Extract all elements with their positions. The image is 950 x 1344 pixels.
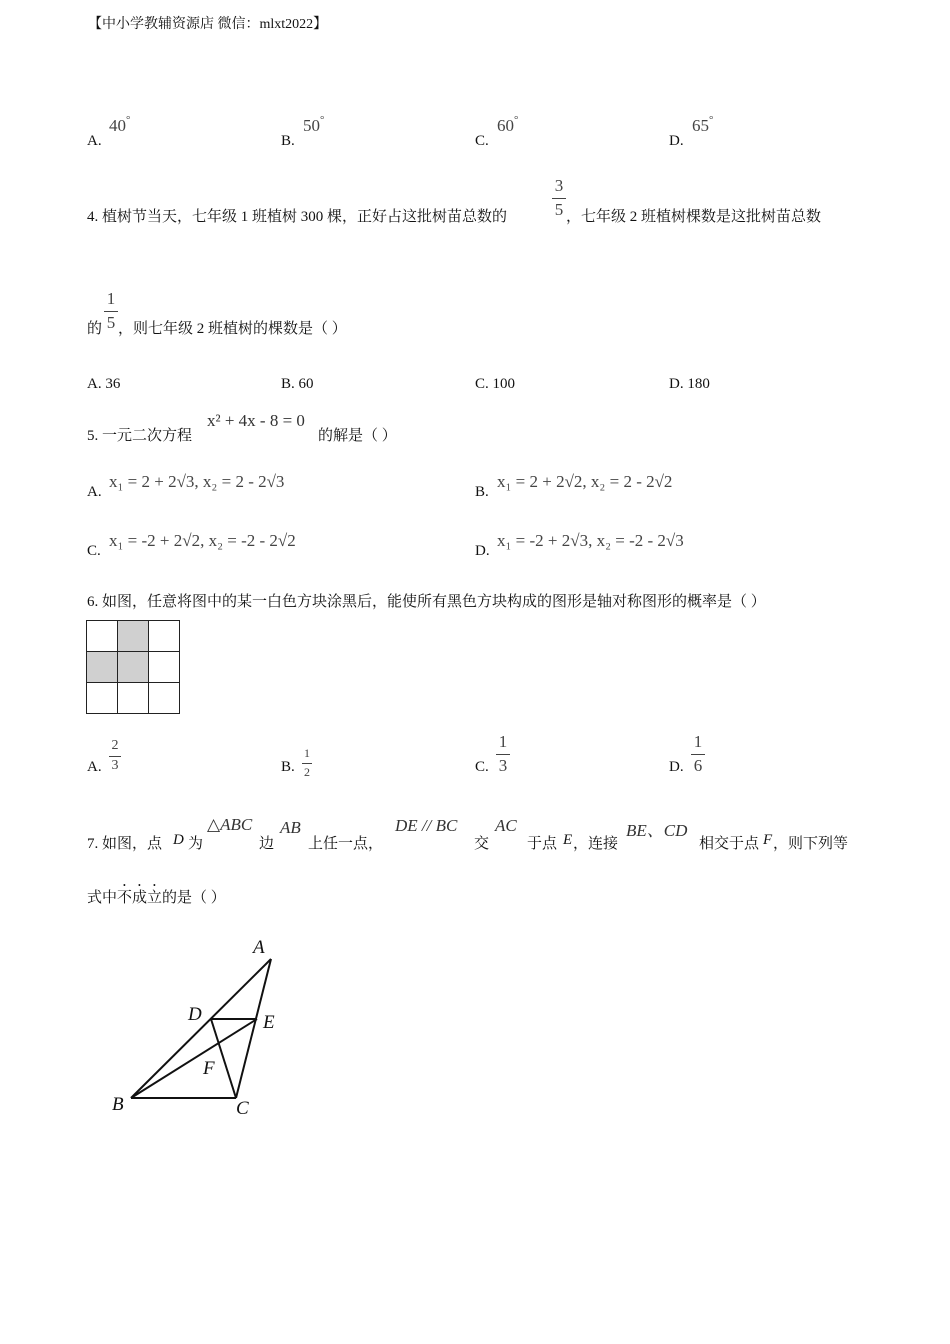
grid-row [87,652,180,683]
label-d: D [188,1004,202,1025]
q7-text-p5: 交 [474,836,490,852]
grid-cell-white[interactable] [118,683,149,714]
q5-equation: x² + 4x - 8 = 0 [207,411,305,430]
q6-option-a-fraction: 2 3 [109,738,121,774]
label-b: B [112,1094,124,1115]
q3-option-a-label[interactable]: A. [87,133,102,149]
grid-cell-white[interactable] [87,621,118,652]
grid-row [87,683,180,714]
q7-text-p2: 为 [188,836,204,852]
label-a: A [253,937,265,958]
q4-text-line1-cont: ，七年级 2 班植树棵数是这批树苗总数 [566,209,822,225]
q4-option-b[interactable]: B. 60 [281,376,314,392]
q7-text-p3: 边 [259,836,275,852]
grid-cell-shaded [87,652,118,683]
q7-text-p4: 上任一点， [308,836,384,852]
q7-text-line2: 式中不成立的是（ ） [87,890,226,906]
q3-option-a-value: 40° [109,114,131,135]
q7-point-f: F [763,832,773,848]
q4-text-line2: ，则七年级 2 班植树的棵数是（ ） [118,321,347,337]
q7-point-d: D [173,832,184,848]
page-header: 【中小学教辅资源店 微信：mlxt2022】 [88,17,328,32]
grid-cell-shaded [118,652,149,683]
q4-option-a[interactable]: A. 36 [87,376,121,392]
grid-cell-white[interactable] [149,621,180,652]
q6-option-b-label[interactable]: B. [281,759,295,775]
q5-text-post: 的解是（ ） [318,428,397,444]
q6-option-c-label[interactable]: C. [475,759,489,775]
label-f: F [203,1058,215,1079]
q4-text-line1: 4. 植树节当天，七年级 1 班植树 300 棵，正好占这批树苗总数的 [87,209,508,225]
q5-option-d-label[interactable]: D. [475,543,490,559]
q5-option-a-math: x₁ = 2 + 2√3, x₂ = 2 - 2√3 [109,472,285,491]
q4-option-d[interactable]: D. 180 [669,376,710,392]
q6-option-c-fraction: 1 3 [496,732,510,776]
q3-option-b-label[interactable]: B. [281,133,295,149]
grid-cell-shaded [118,621,149,652]
q6-option-b-fraction: 1 2 [304,746,310,779]
segment-ab [131,959,271,1098]
q7-emphasis-not-hold: 不成立 [117,890,163,906]
q7-triangle-abc: △ABC [207,815,253,834]
q7-text-p7: ，连接 [573,836,619,852]
q7-be-cd: BE、CD [626,821,688,840]
label-c: C [236,1098,249,1119]
q7-text-p9: ，则下列等 [773,836,849,852]
q6-option-d-fraction: 1 6 [691,732,705,776]
q7-point-e: E [563,832,573,848]
q3-option-d-label[interactable]: D. [669,133,684,149]
grid-row [87,621,180,652]
q7-segment-ab: AB [280,818,301,837]
q4-text-line2-pre: 的 [87,321,103,337]
q5-option-a-label[interactable]: A. [87,484,102,500]
q7-segment-ac: AC [495,816,517,835]
q5-option-b-label[interactable]: B. [475,484,489,500]
q6-option-d-label[interactable]: D. [669,759,684,775]
q7-triangle-figure [100,930,310,1125]
q5-option-c-label[interactable]: C. [87,543,101,559]
q7-text-p8: 相交于点 [699,836,760,852]
q4-fraction-1-5: 1 5 [104,289,118,333]
q5-option-d-math: x₁ = -2 + 2√3, x₂ = -2 - 2√3 [497,531,684,550]
label-e: E [263,1012,275,1033]
q3-option-b-value: 50° [303,114,325,135]
q3-option-c-label[interactable]: C. [475,133,489,149]
q3-option-d-value: 65° [692,114,714,135]
grid-cell-white[interactable] [87,683,118,714]
q7-de-parallel-bc: DE // BC [395,816,458,835]
grid-cell-white[interactable] [149,683,180,714]
q6-option-a-label[interactable]: A. [87,759,102,775]
q7-text-p1: 7. 如图，点 [87,836,163,852]
q3-option-c-value: 60° [497,114,519,135]
q5-option-c-math: x₁ = -2 + 2√2, x₂ = -2 - 2√2 [109,531,296,550]
segment-cd [211,1019,236,1098]
grid-cell-white[interactable] [149,652,180,683]
q4-fraction-3-5: 3 5 [552,176,566,220]
q4-option-c[interactable]: C. 100 [475,376,516,392]
q5-text-pre: 5. 一元二次方程 [87,428,193,444]
q7-text-p6: 于点 [527,836,558,852]
q6-text: 6. 如图，任意将图中的某一白色方块涂黑后，能使所有黑色方块构成的图形是轴对称图形的概率是（ ） [87,594,766,610]
q5-option-b-math: x₁ = 2 + 2√2, x₂ = 2 - 2√2 [497,472,673,491]
q6-square-grid [86,620,180,714]
